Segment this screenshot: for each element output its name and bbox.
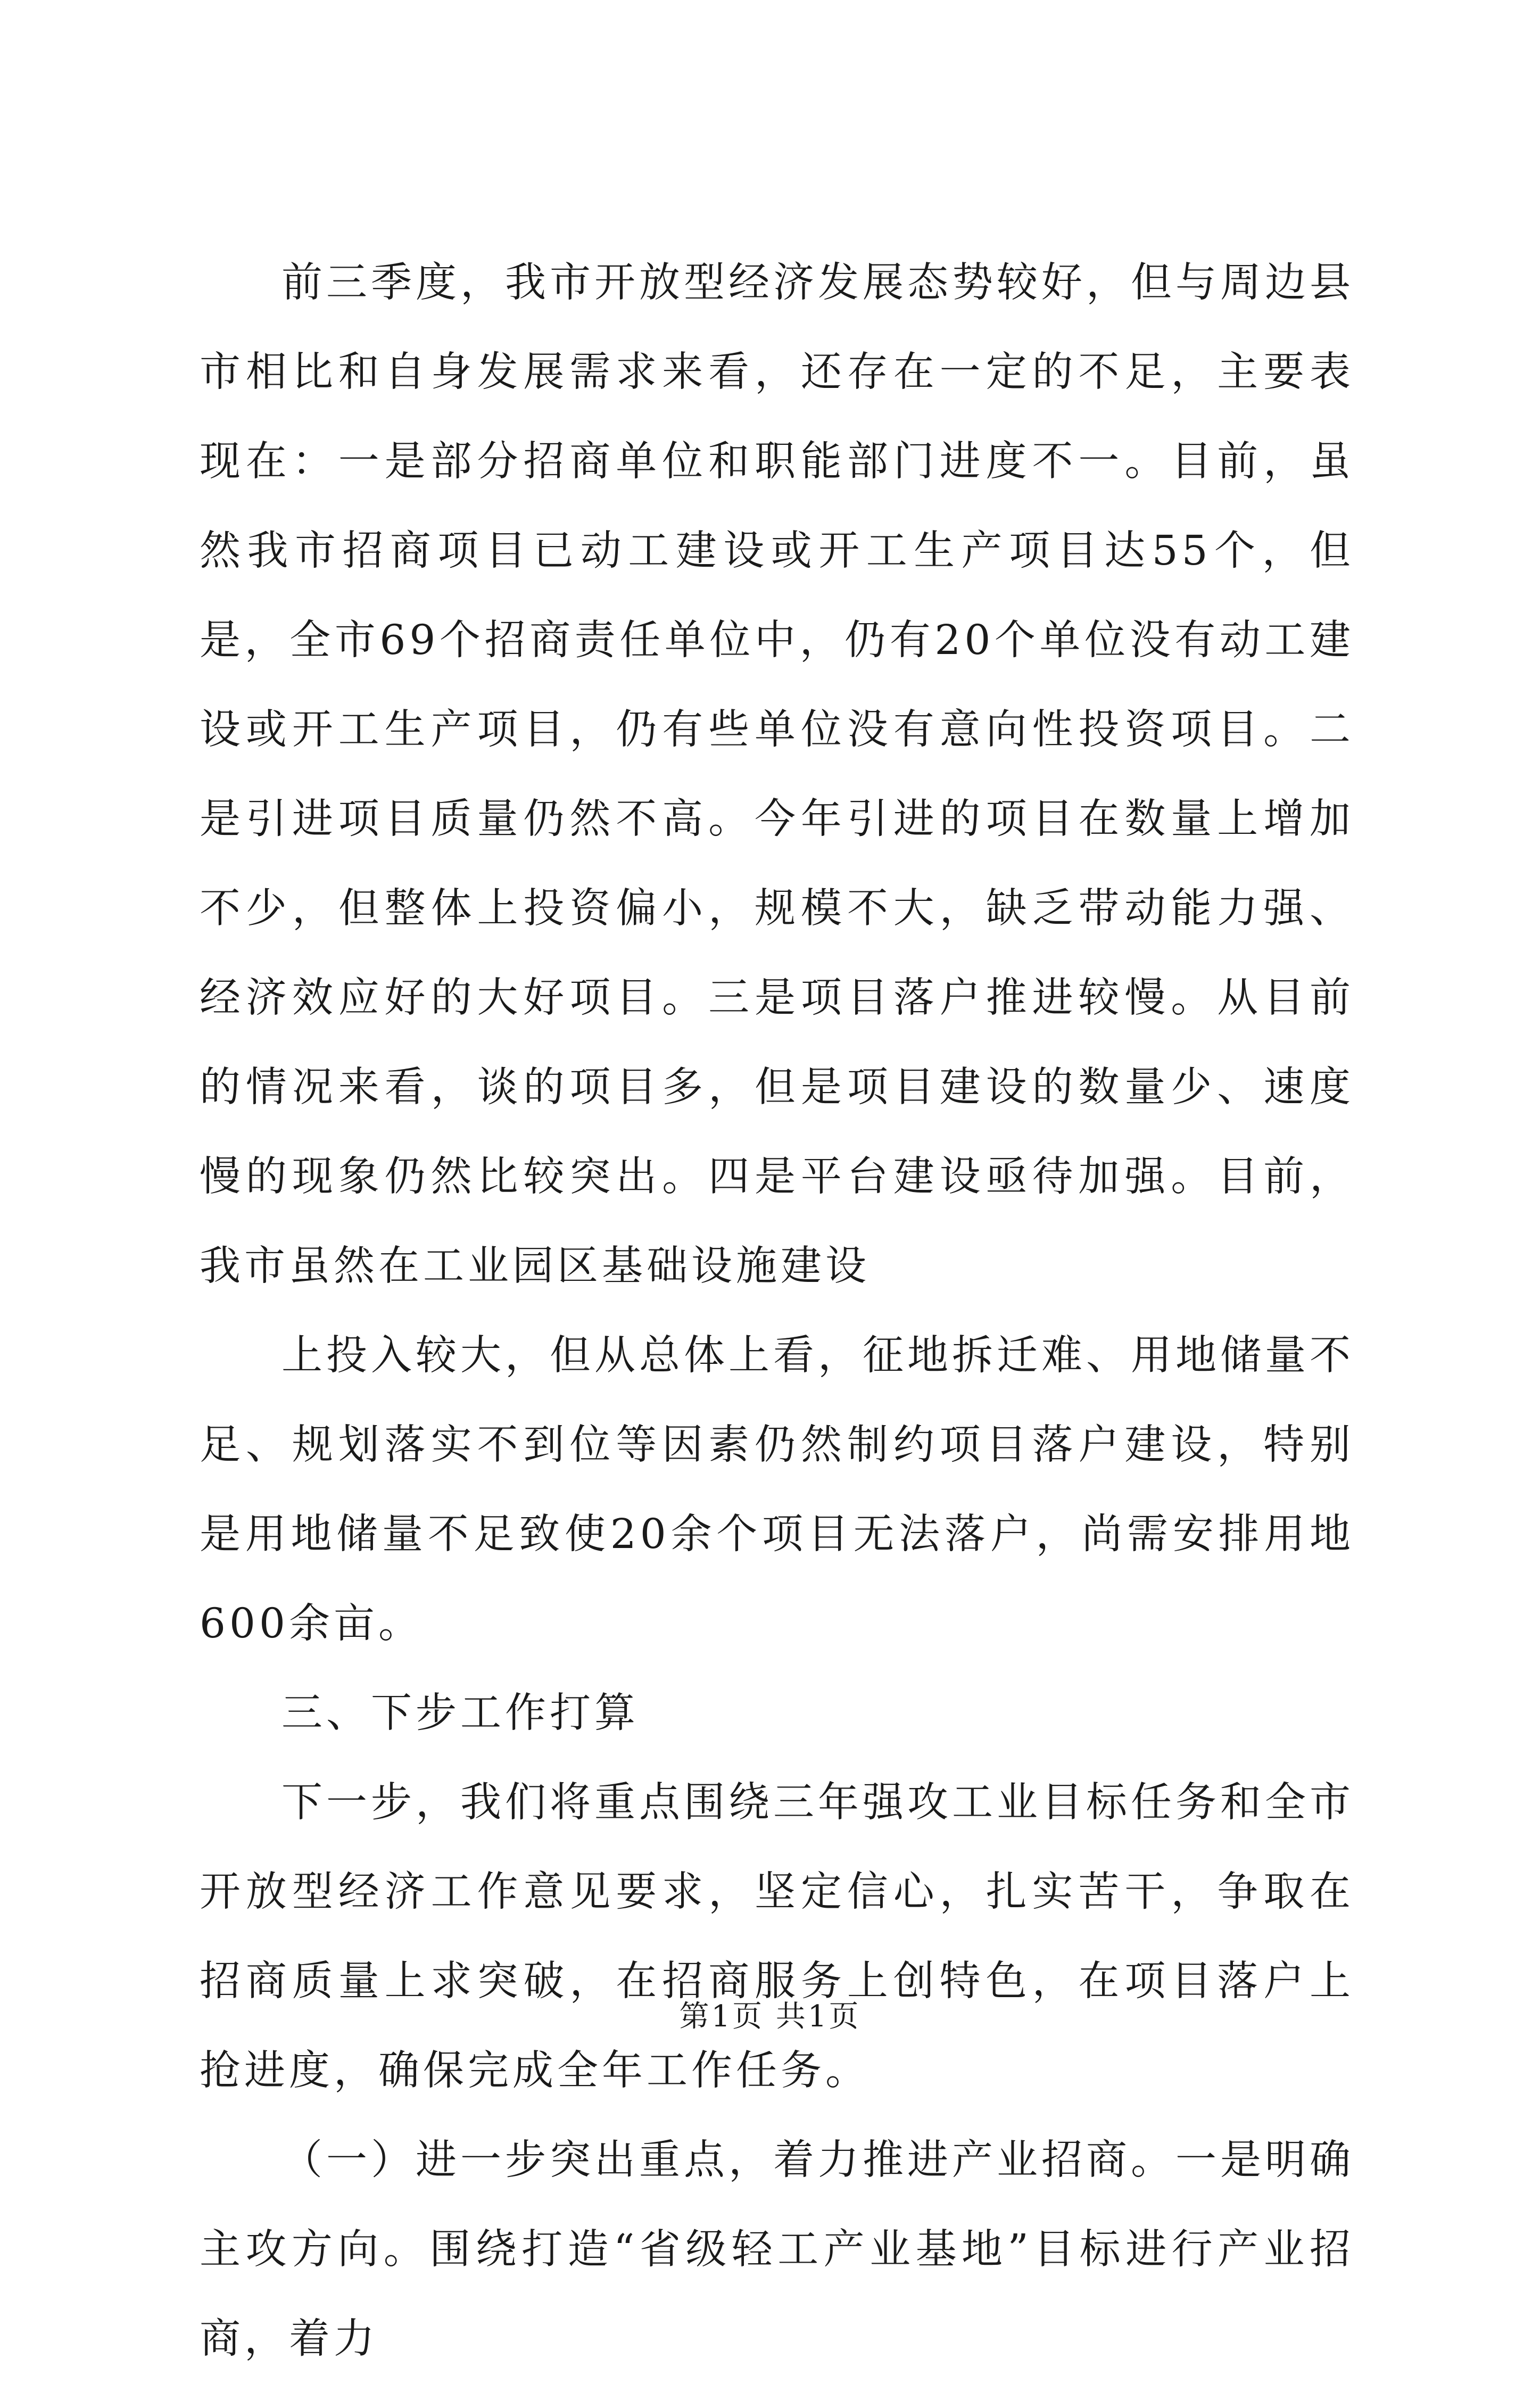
paragraph-shortcomings: 前三季度，我市开放型经济发展态势较好，但与周边县市相比和自身发展需求来看，还存在一定的不足，主要表现在：一是部分招商单位和职能部门进度不一。目前，虽然我市招商项目已动工建设或开工生产项目达55个，但是，全市69个招商责任单位中，仍有20个单位没有动工建设或开工生产项目，仍有些单位没有意向性投资项目。二是引进项目质量仍然不高。今年引进的项目在数量上增加不少，但整体上投资偏小，规模不大，缺乏带动能力强、经济效应好的大好项目。三是项目落户推进较慢。从目前的情况来看，谈的项目多，但是项目建设的数量少、速度慢的现象仍然比较突出。四是平台建设亟待加强。目前，我市虽然在工业园区基础设施建设: [200, 259, 1354, 1290]
page-footer: 第1页 共1页: [679, 1999, 861, 2034]
paragraph-industry-investment: （一）进一步突出重点，着力推进产业招商。一是明确主攻方向。围绕打造“省级轻工产业基地”目标进行产业招商，着力: [200, 2137, 1354, 2363]
paragraph-land-constraints: 上投入较大，但从总体上看，征地拆迁难、用地储量不足、规划落实不到位等因素仍然制约项目落户建设，特别是用地储量不足致使20余个项目无法落户，尚需安排用地600余亩。: [200, 1332, 1354, 1648]
document-body: [200, 238, 1354, 2384]
paragraph-next-steps-intro: 下一步，我们将重点围绕三年强攻工业目标任务和全市开放型经济工作意见要求，坚定信心，扎实苦干，争取在招商质量上求突破，在招商服务上创特色，在项目落户上抢进度，确保完成全年工作任务。: [200, 1779, 1354, 2095]
section-heading-next-steps: 三、下步工作打算: [281, 1690, 639, 1737]
